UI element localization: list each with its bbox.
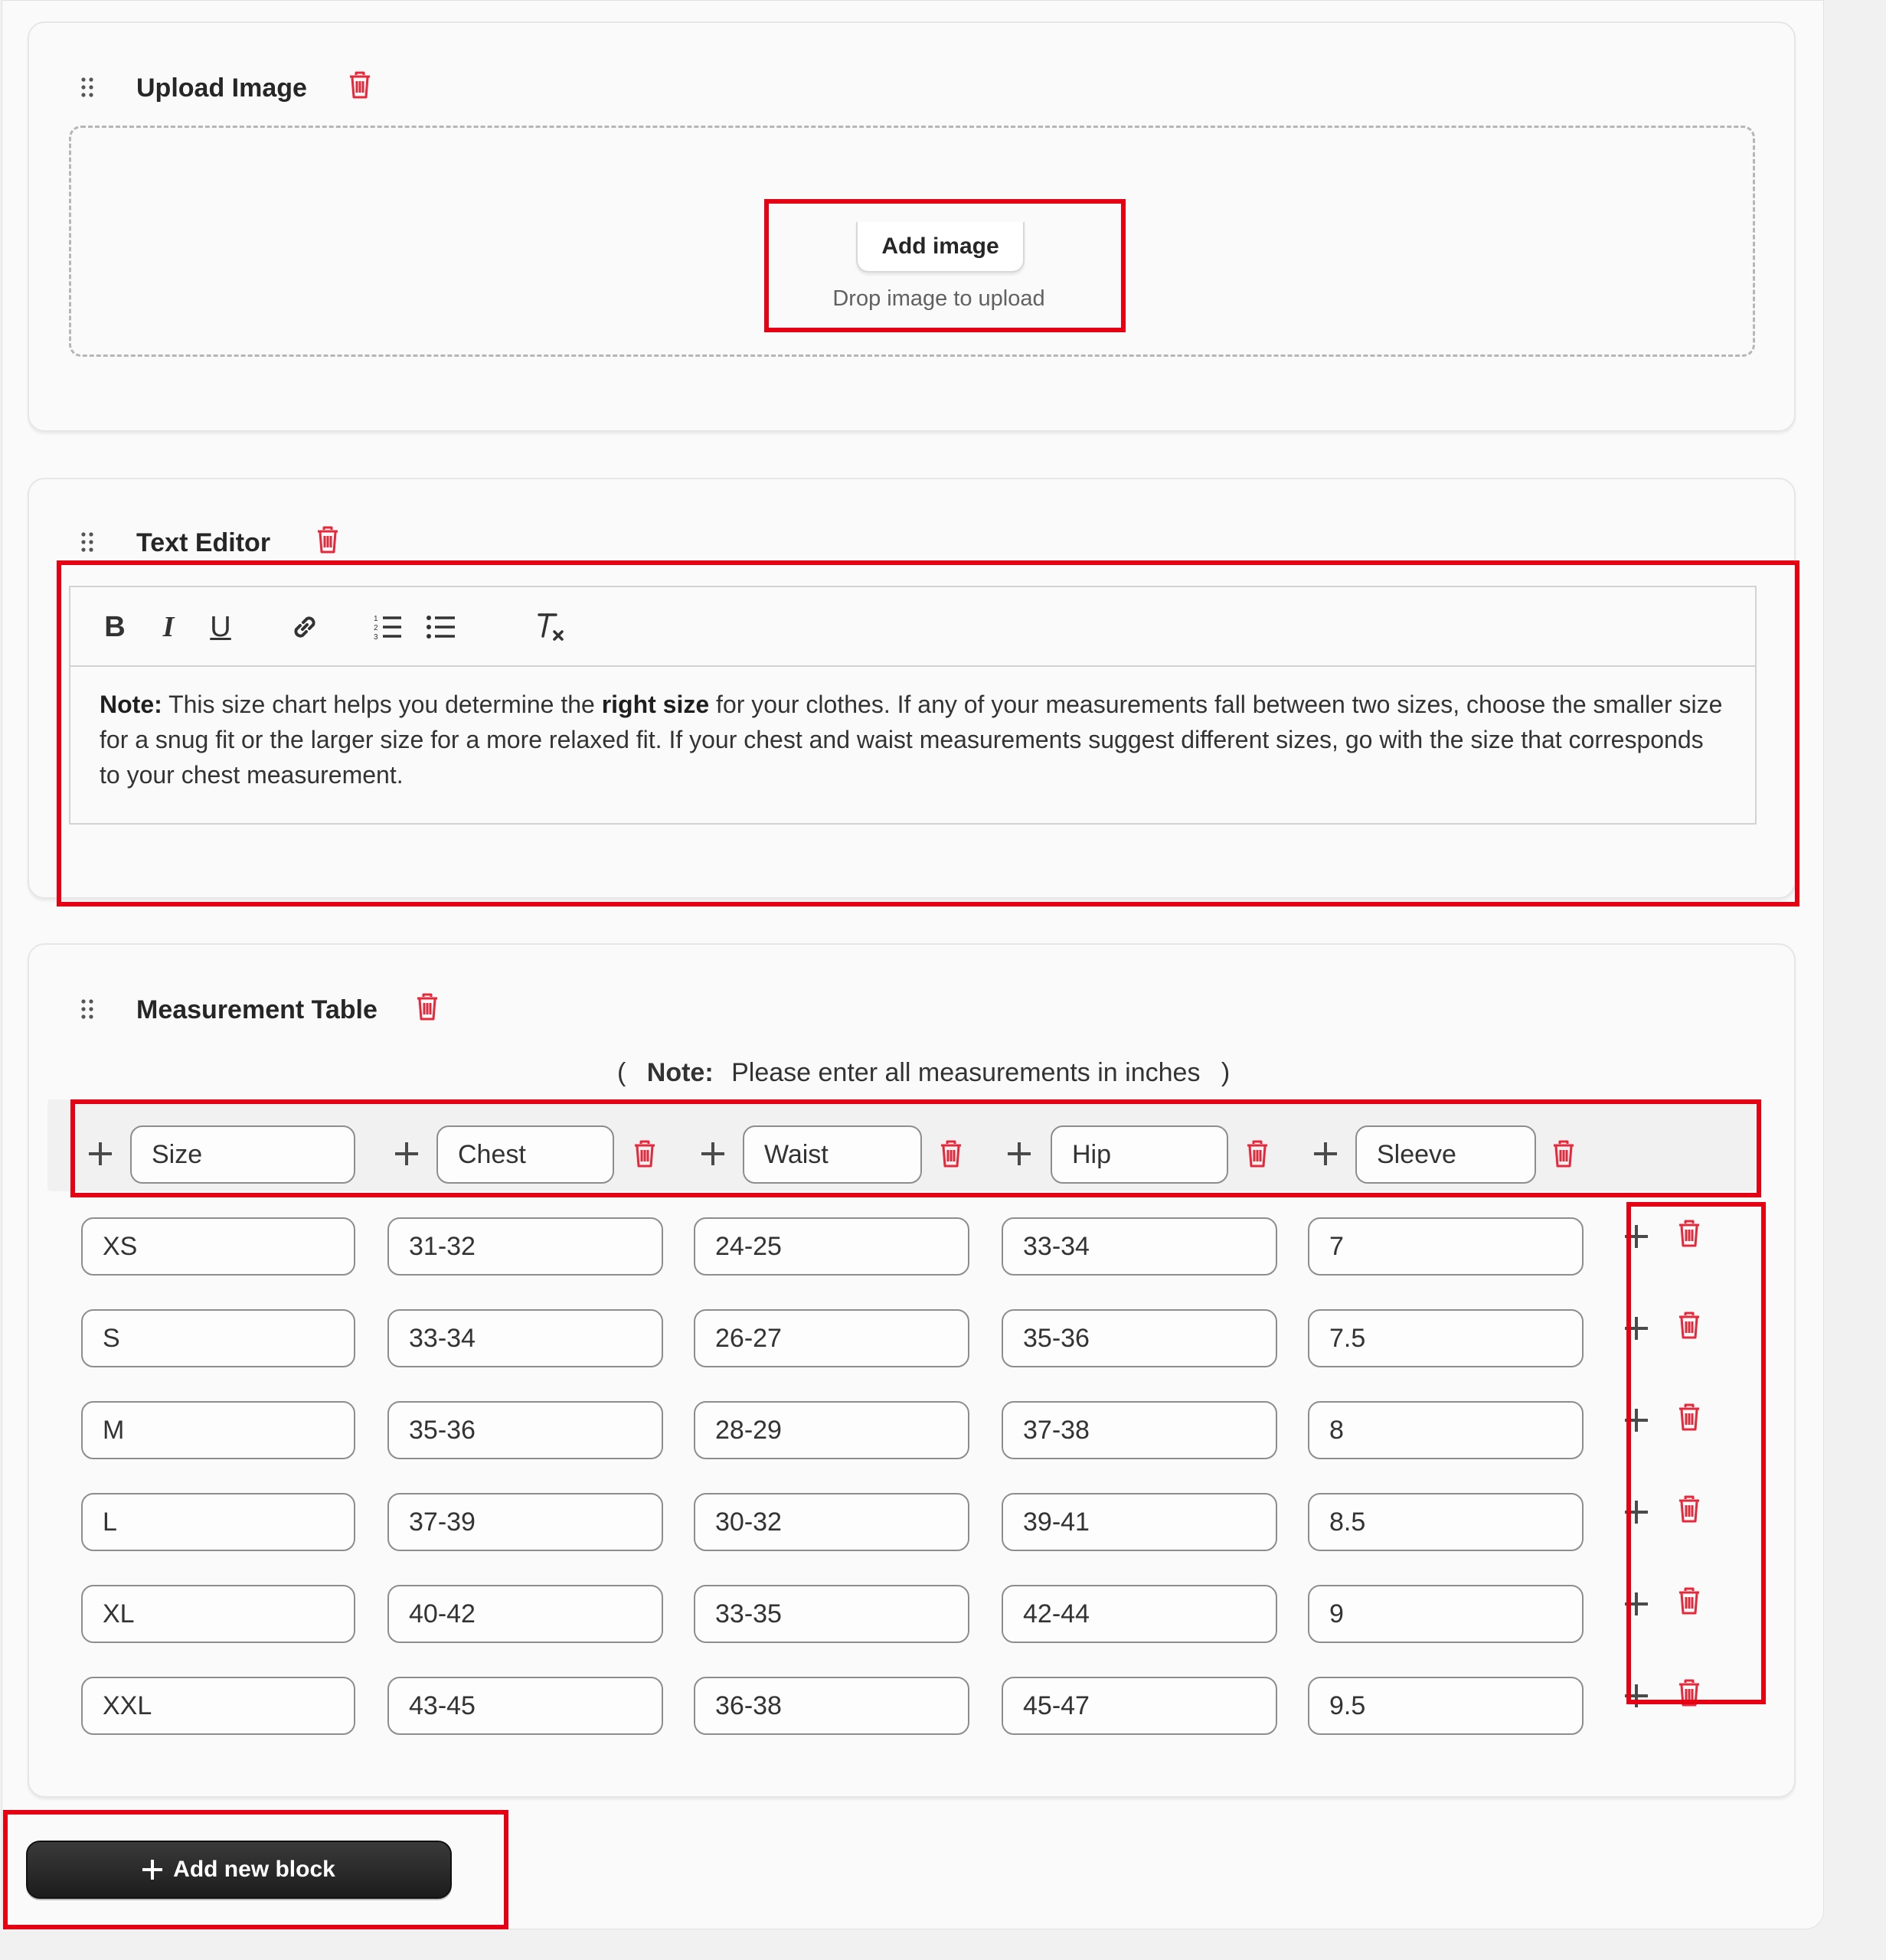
plus-icon[interactable] [89, 1142, 112, 1165]
table-cell-input[interactable] [387, 1677, 663, 1735]
note-text: This size chart helps you determine the [162, 691, 602, 718]
link-icon[interactable] [286, 609, 323, 645]
plus-icon[interactable] [1625, 1592, 1648, 1615]
table-cell-input[interactable] [694, 1401, 969, 1459]
table-cell-input[interactable] [1308, 1585, 1584, 1643]
table-cell-input[interactable] [1002, 1585, 1277, 1643]
trash-icon[interactable] [1677, 1311, 1701, 1340]
editor-content[interactable] [100, 687, 1731, 792]
table-cell-input[interactable] [81, 1309, 355, 1367]
plus-icon [142, 1860, 162, 1880]
plus-icon[interactable] [1008, 1142, 1031, 1165]
note-label: Note: [100, 691, 162, 718]
column-header-input-waist[interactable] [743, 1125, 922, 1184]
plus-icon[interactable] [1625, 1317, 1648, 1340]
table-cell-input[interactable] [694, 1493, 969, 1551]
table-cell-input[interactable] [81, 1493, 355, 1551]
plus-icon[interactable] [1625, 1409, 1648, 1432]
underline-icon[interactable]: U [210, 610, 231, 643]
table-cell-input[interactable] [1002, 1401, 1277, 1459]
plus-icon[interactable] [701, 1142, 724, 1165]
column-header-input-chest[interactable] [436, 1125, 614, 1184]
plus-icon[interactable] [395, 1142, 418, 1165]
table-cell-input[interactable] [1308, 1217, 1584, 1276]
trash-icon[interactable] [1677, 1494, 1701, 1524]
table-cell-input[interactable] [81, 1217, 355, 1276]
drop-hint-text: Drop image to upload [832, 286, 1045, 311]
trash-icon[interactable] [632, 1139, 657, 1168]
table-cell-input[interactable] [694, 1677, 969, 1735]
note-paren-close: ) [1221, 1058, 1231, 1087]
table-cell-input[interactable] [387, 1493, 663, 1551]
svg-text:3: 3 [374, 633, 378, 642]
table-cell-input[interactable] [387, 1309, 663, 1367]
table-cell-input[interactable] [1308, 1309, 1584, 1367]
add-image-button[interactable]: Add image [856, 222, 1025, 273]
note-label: Note: [646, 1058, 714, 1087]
ordered-list-icon[interactable] [371, 609, 404, 645]
table-cell-input[interactable] [387, 1401, 663, 1459]
drag-handle-icon[interactable] [78, 994, 96, 1024]
italic-icon[interactable]: I [162, 611, 175, 643]
table-cell-input[interactable] [1002, 1217, 1277, 1276]
block-title: Measurement Table [136, 995, 378, 1024]
bullet-list-icon[interactable] [424, 609, 458, 645]
trash-icon[interactable] [1677, 1219, 1701, 1248]
add-new-block-label: Add new block [173, 1857, 335, 1882]
block-title: Text Editor [136, 528, 271, 557]
trash-icon[interactable] [1551, 1139, 1576, 1168]
trash-icon[interactable] [1677, 1403, 1701, 1432]
editor-toolbar [70, 587, 1755, 667]
emphasis-text: right size [601, 691, 710, 718]
column-header-input-sleeve[interactable] [1355, 1125, 1536, 1184]
upload-image-block [28, 21, 1796, 432]
trash-icon[interactable] [415, 992, 440, 1021]
measurement-note [617, 1058, 1230, 1089]
table-cell-input[interactable] [1308, 1401, 1584, 1459]
trash-icon[interactable] [939, 1139, 963, 1168]
bold-icon[interactable]: B [104, 610, 126, 643]
table-cell-input[interactable] [387, 1585, 663, 1643]
drag-handle-icon[interactable] [78, 72, 96, 103]
trash-icon[interactable] [1677, 1678, 1701, 1707]
table-cell-input[interactable] [694, 1217, 969, 1276]
table-cell-input[interactable] [81, 1677, 355, 1735]
table-cell-input[interactable] [694, 1585, 969, 1643]
table-cell-input[interactable] [1002, 1677, 1277, 1735]
text-editor-block [28, 478, 1796, 899]
table-cell-input[interactable] [1308, 1677, 1584, 1735]
svg-text:1: 1 [374, 615, 378, 623]
drag-handle-icon[interactable] [78, 527, 96, 557]
add-new-block-button[interactable] [26, 1841, 452, 1899]
rich-text-editor[interactable] [69, 586, 1757, 825]
plus-icon[interactable] [1314, 1142, 1337, 1165]
table-cell-input[interactable] [81, 1585, 355, 1643]
scrollbar-track[interactable] [1826, 0, 1886, 1960]
note-text: Please enter all measurements in inches [731, 1058, 1201, 1087]
plus-icon[interactable] [1625, 1501, 1648, 1524]
table-cell-input[interactable] [1002, 1493, 1277, 1551]
plus-icon[interactable] [1625, 1225, 1648, 1248]
trash-icon[interactable] [1677, 1586, 1701, 1615]
note-paren-open: ( [617, 1058, 626, 1087]
table-cell-input[interactable] [1308, 1493, 1584, 1551]
plus-icon[interactable] [1625, 1684, 1648, 1707]
clear-format-icon[interactable] [533, 609, 570, 645]
column-header-input-hip[interactable] [1051, 1125, 1228, 1184]
table-cell-input[interactable] [81, 1401, 355, 1459]
table-cell-input[interactable] [1002, 1309, 1277, 1367]
note-text: for your clothes. If any of your measurements fall between two sizes, choose the smaller size for a snug fit or the larger size for a more relaxed fit. If your chest and waist measurements suggest different sizes, go with the size that corresponds to your chest measurement. [100, 691, 1723, 789]
block-title: Upload Image [136, 74, 307, 103]
table-cell-input[interactable] [694, 1309, 969, 1367]
trash-icon[interactable] [315, 525, 340, 554]
table-cell-input[interactable] [387, 1217, 663, 1276]
column-header-input-size[interactable] [130, 1125, 355, 1184]
svg-text:2: 2 [374, 624, 378, 632]
trash-icon[interactable] [1245, 1139, 1270, 1168]
trash-icon[interactable] [348, 70, 372, 100]
